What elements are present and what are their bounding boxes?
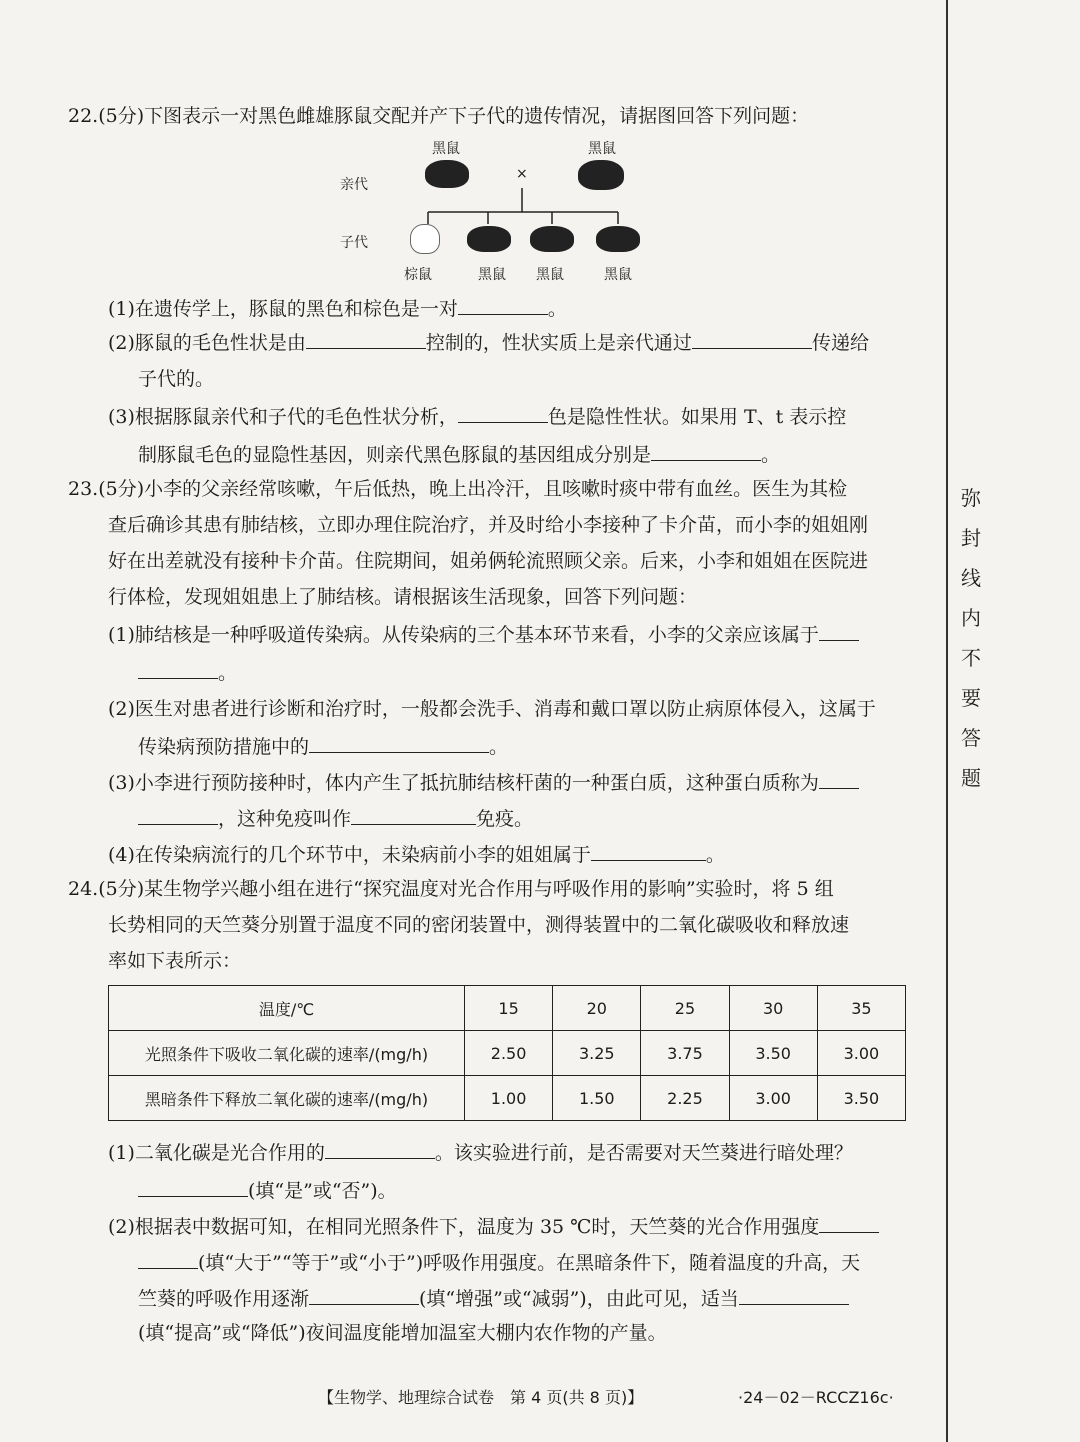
child-mouse-label: 棕鼠 <box>404 267 432 283</box>
q23-part2: (2)医生对患者进行诊断和治疗时，一般都会洗手、消毒和戴口罩以防止病原体侵入，这属于 <box>108 698 876 720</box>
q24-part1-cont: (填“是”或“否”)。 <box>138 1176 397 1204</box>
q23-stem-line: 查后确诊其患有肺结核，立即办理住院治疗，并及时给小李接种了卡介苗，而小李的姐姐刚 <box>108 514 869 536</box>
footer-title: 【生物学、地理综合试卷 第 4 页(共 8 页)】 <box>318 1388 644 1407</box>
q23-stem-line: 23.(5分)小李的父亲经常咳嗽，午后低热，晚上出冷汗，且咳嗽时痰中带有血丝。医生为其检 <box>68 478 848 500</box>
q23-part1-cont: 。 <box>138 658 237 686</box>
q22-stem: 22.(5分)下图表示一对黑色雌雄豚鼠交配并产下子代的遗传情况，请据图回答下列问题： <box>68 105 810 127</box>
table-cell: 3.00 <box>817 1031 905 1076</box>
seal-text: 弥 封 线 内 不 要 答 题 <box>961 486 981 790</box>
table-row <box>109 1076 906 1121</box>
q23-part3-cont: ，这种免疫叫作 免疫。 <box>138 804 533 832</box>
answer-blank[interactable] <box>309 1284 419 1305</box>
q24-part2-cont: (填“大于”“等于”或“小于”)呼吸作用强度。在黑暗条件下，随着温度的升高，天 <box>138 1248 860 1276</box>
co2-rate-table <box>108 985 906 1121</box>
answer-blank[interactable] <box>819 620 859 641</box>
black-mouse-icon <box>467 226 511 252</box>
answer-blank[interactable] <box>306 328 426 349</box>
q22-part2-cont: 子代的。 <box>138 368 215 390</box>
answer-blank[interactable] <box>819 768 859 789</box>
child-mouse-label: 黑鼠 <box>604 267 632 283</box>
parent-mouse-label: 黑鼠 <box>588 141 616 157</box>
table-cell: 3.50 <box>729 1031 817 1076</box>
table-header-row <box>109 986 906 1031</box>
table-cell: 35 <box>817 986 905 1031</box>
answer-blank[interactable] <box>309 732 489 753</box>
q24-part2: (2)根据表中数据可知，在相同光照条件下，温度为 35 ℃时，天竺葵的光合作用强度 <box>108 1212 879 1240</box>
table-cell: 3.00 <box>729 1076 817 1121</box>
seal-line <box>946 0 948 1442</box>
q23-part3: (3)小李进行预防接种时，体内产生了抵抗肺结核杆菌的一种蛋白质，这种蛋白质称为 <box>108 768 859 796</box>
table-cell: 1.00 <box>465 1076 553 1121</box>
black-mouse-icon <box>596 226 640 252</box>
q24-stem-line: 长势相同的天竺葵分别置于温度不同的密闭装置中，测得装置中的二氧化碳吸收和释放速 <box>108 914 850 936</box>
answer-blank[interactable] <box>138 658 218 679</box>
q22-part3: (3)根据豚鼠亲代和子代的毛色性状分析， 色是隐性性状。如果用 T、t 表示控 <box>108 402 846 430</box>
table-cell: 30 <box>729 986 817 1031</box>
table-cell: 黑暗条件下释放二氧化碳的速率/(mg/h) <box>109 1076 465 1121</box>
answer-blank[interactable] <box>138 1176 248 1197</box>
answer-blank[interactable] <box>651 440 761 461</box>
answer-blank[interactable] <box>138 1248 198 1269</box>
answer-blank[interactable] <box>591 840 706 861</box>
q24-stem-line: 率如下表所示： <box>108 950 242 972</box>
inheritance-figure <box>330 128 670 288</box>
q24-part2-cont: 竺葵的呼吸作用逐渐 (填“增强”或“减弱”)，由此可见，适当 <box>138 1284 849 1312</box>
child-generation-label: 子代 <box>340 235 368 251</box>
answer-blank[interactable] <box>739 1284 849 1305</box>
table-cell: 15 <box>465 986 553 1031</box>
footer-code: ·24－02－RCCZ16c· <box>738 1388 894 1407</box>
table-cell: 3.75 <box>641 1031 729 1076</box>
q23-part4: (4)在传染病流行的几个环节中，未染病前小李的姐姐属于 。 <box>108 840 725 868</box>
q23-stem-line: 行体检，发现姐姐患上了肺结核。请根据该生活现象，回答下列问题： <box>108 586 698 608</box>
q23-stem-line: 好在出差就没有接种卡介苗。住院期间，姐弟俩轮流照顾父亲。后来，小李和姐姐在医院进 <box>108 550 869 572</box>
brown-mouse-icon <box>410 224 440 254</box>
answer-blank[interactable] <box>458 402 548 423</box>
parent-mouse-label: 黑鼠 <box>432 141 460 157</box>
q23-part1: (1)肺结核是一种呼吸道传染病。从传染病的三个基本环节来看，小李的父亲应该属于 <box>108 620 859 648</box>
answer-blank[interactable] <box>692 328 812 349</box>
q24-stem-line: 24.(5分)某生物学兴趣小组在进行“探究温度对光合作用与呼吸作用的影响”实验时，将 5 组 <box>68 878 834 900</box>
q22-part3-cont: 制豚鼠毛色的显隐性基因，则亲代黑色豚鼠的基因组成分别是 。 <box>138 440 780 468</box>
table-cell: 光照条件下吸收二氧化碳的速率/(mg/h) <box>109 1031 465 1076</box>
table-cell: 2.25 <box>641 1076 729 1121</box>
cross-symbol: × <box>516 166 528 182</box>
q24-part1: (1)二氧化碳是光合作用的 。该实验进行前，是否需要对天竺葵进行暗处理？ <box>108 1138 853 1166</box>
q22-part1: (1)在遗传学上，豚鼠的黑色和棕色是一对 。 <box>108 294 567 322</box>
table-cell: 温度/℃ <box>109 986 465 1031</box>
answer-blank[interactable] <box>138 804 218 825</box>
q24-part2-cont: (填“提高”或“降低”)夜间温度能增加温室大棚内农作物的产量。 <box>138 1322 667 1344</box>
table-cell: 3.50 <box>817 1076 905 1121</box>
answer-blank[interactable] <box>458 294 548 315</box>
answer-blank[interactable] <box>351 804 476 825</box>
table-cell: 20 <box>553 986 641 1031</box>
table-cell: 3.25 <box>553 1031 641 1076</box>
child-mouse-label: 黑鼠 <box>536 267 564 283</box>
q23-part2-cont: 传染病预防措施中的 。 <box>138 732 508 760</box>
table-row <box>109 1031 906 1076</box>
table-cell: 2.50 <box>465 1031 553 1076</box>
child-mouse-label: 黑鼠 <box>478 267 506 283</box>
q22-part2: (2)豚鼠的毛色性状是由 控制的，性状实质上是亲代通过 传递给 <box>108 328 869 356</box>
black-mouse-icon <box>530 226 574 252</box>
table-cell: 1.50 <box>553 1076 641 1121</box>
parent-generation-label: 亲代 <box>340 177 368 193</box>
table-cell: 25 <box>641 986 729 1031</box>
answer-blank[interactable] <box>325 1138 435 1159</box>
answer-blank[interactable] <box>819 1212 879 1233</box>
